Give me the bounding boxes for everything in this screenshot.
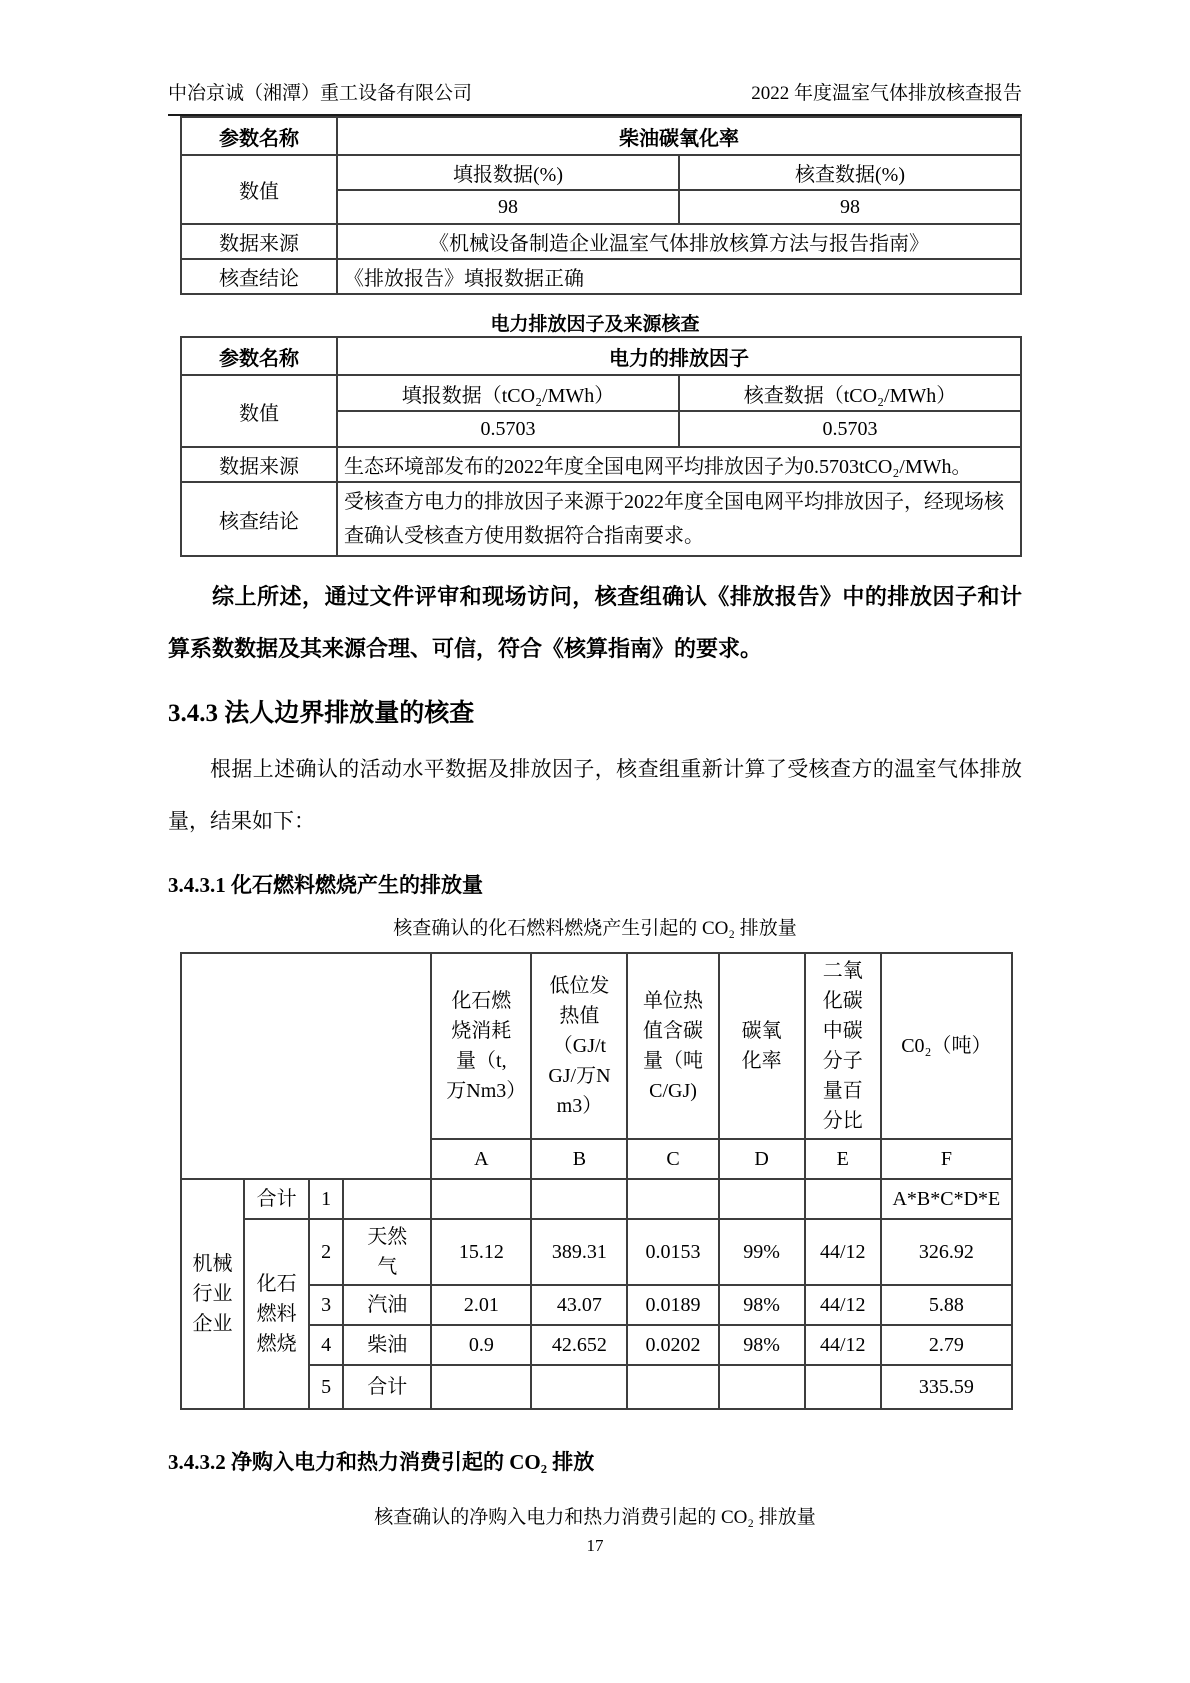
table-row	[181, 482, 1021, 556]
reported-data-value: 0.5703	[337, 411, 679, 447]
conclusion-label: 核查结论	[181, 482, 337, 556]
col-header-carbon-content: 单位热值含碳量（吨C/GJ)	[627, 953, 718, 1139]
table-row	[181, 155, 1021, 190]
cell-e: 44/12	[805, 1325, 881, 1365]
cell-d	[719, 1179, 805, 1219]
value-label: 数值	[181, 375, 337, 447]
row-number: 3	[309, 1285, 343, 1325]
cell-e	[805, 1179, 881, 1219]
cell-f: 2.79	[881, 1325, 1012, 1365]
table-row	[181, 117, 1021, 155]
col-header-heating-value: 低位发热值（GJ/t GJ/万Nm3）	[531, 953, 627, 1139]
value-label: 数值	[181, 155, 337, 224]
header-company-name: 中冶京诚（湘潭）重工设备有限公司	[168, 83, 473, 104]
param-name-label: 参数名称	[181, 337, 337, 375]
param-name-value: 电力的排放因子	[337, 337, 1021, 375]
reported-data-value: 98	[337, 190, 679, 224]
section-3431-title: 3.4.3.1 化石燃料燃烧产生的排放量	[168, 873, 483, 897]
cell-d: 98%	[719, 1285, 805, 1325]
conclusion-value: 《排放报告》填报数据正确	[337, 259, 1021, 294]
cell-a: 15.12	[431, 1219, 531, 1285]
col-letter-b: B	[531, 1139, 627, 1179]
col-header-consumption: 化石燃烧消耗量（t,万Nm3）	[431, 953, 531, 1139]
power-emission-factor-table	[180, 336, 1022, 557]
cell-c	[627, 1179, 718, 1219]
col-header-oxidation-rate: 碳氧化率	[719, 953, 805, 1139]
total-label-cell: 合计	[244, 1179, 309, 1219]
cell-b: 42.652	[531, 1325, 627, 1365]
cell-d: 98%	[719, 1325, 805, 1365]
page-number: 17	[586, 1536, 604, 1555]
conclusion-label: 核查结论	[181, 259, 337, 294]
col-header-co2: C0₂（吨）	[881, 953, 1012, 1139]
verified-data-value: 98	[679, 190, 1021, 224]
table-row	[181, 447, 1021, 482]
page-header	[168, 78, 1022, 116]
row-number: 1	[309, 1179, 343, 1219]
col-letter-c: C	[627, 1139, 718, 1179]
row-number: 2	[309, 1219, 343, 1285]
cell-b: 389.31	[531, 1219, 627, 1285]
table-row	[181, 224, 1021, 259]
cell-c: 0.0153	[627, 1219, 718, 1285]
cell-a	[431, 1365, 531, 1409]
fossil-fuel-emissions-table	[180, 952, 1013, 1410]
corner-empty-cell	[181, 953, 431, 1179]
verified-data-header: 核查数据（tCO₂/MWh）	[679, 375, 1021, 411]
col-letter-f: F	[881, 1139, 1012, 1179]
row-number: 4	[309, 1325, 343, 1365]
diesel-oxidation-rate-table	[180, 116, 1022, 295]
power-table-caption: 电力排放因子及来源核查	[490, 314, 700, 335]
data-source-value: 《机械设备制造企业温室气体排放核算方法与报告指南》	[337, 224, 1021, 259]
section-343-title: 3.4.3 法人边界排放量的核查	[168, 700, 475, 727]
cell-a	[431, 1179, 531, 1219]
table-row	[181, 1219, 1012, 1285]
cell-e	[805, 1365, 881, 1409]
section-3432-title: 3.4.3.2 净购入电力和热力消费引起的 CO₂ 排放	[168, 1450, 595, 1474]
row-number: 5	[309, 1365, 343, 1409]
industry-group-cell: 机械行业企业	[181, 1179, 244, 1409]
cell-b: 43.07	[531, 1285, 627, 1325]
electricity-table-caption: 核查确认的净购入电力和热力消费引起的 CO₂ 排放量	[374, 1507, 816, 1528]
header-report-title: 2022 年度温室气体排放核查报告	[751, 83, 1022, 104]
cell-c	[627, 1365, 718, 1409]
fuel-name	[343, 1179, 431, 1219]
table-row	[181, 337, 1021, 375]
fuel-name: 柴油	[343, 1325, 431, 1365]
table-row	[181, 1179, 1012, 1219]
col-header-molecular-ratio: 二氧化碳中碳分子量百分比	[805, 953, 881, 1139]
cell-f-total: 335.59	[881, 1365, 1012, 1409]
cell-b	[531, 1179, 627, 1219]
cell-d: 99%	[719, 1219, 805, 1285]
fuel-name: 天然气	[343, 1219, 431, 1285]
cell-b	[531, 1365, 627, 1409]
cell-c: 0.0189	[627, 1285, 718, 1325]
verified-data-value: 0.5703	[679, 411, 1021, 447]
table-row	[181, 259, 1021, 294]
data-source-label: 数据来源	[181, 447, 337, 482]
cell-f: 5.88	[881, 1285, 1012, 1325]
section-343-paragraph: 根据上述确认的活动水平数据及排放因子，核查组重新计算了受核查方的温室气体排放量，结果如下：	[168, 757, 1022, 833]
fossil-fuel-group-cell: 化石燃料燃烧	[244, 1219, 309, 1409]
cell-e: 44/12	[805, 1219, 881, 1285]
cell-d	[719, 1365, 805, 1409]
table-row	[181, 375, 1021, 411]
summary-paragraph: 综上所述，通过文件评审和现场访问，核查组确认《排放报告》中的排放因子和计算系数数据及其来源合理、可信，符合《核算指南》的要求。	[168, 584, 1022, 661]
col-letter-a: A	[431, 1139, 531, 1179]
verified-data-header: 核查数据(%)	[679, 155, 1021, 190]
data-source-value: 生态环境部发布的2022年度全国电网平均排放因子为0.5703tCO₂/MWh。	[337, 447, 1021, 482]
table-header-row	[181, 953, 1012, 1139]
col-letter-d: D	[719, 1139, 805, 1179]
total-row-label: 合计	[343, 1365, 431, 1409]
cell-c: 0.0202	[627, 1325, 718, 1365]
cell-e: 44/12	[805, 1285, 881, 1325]
reported-data-header: 填报数据(%)	[337, 155, 679, 190]
reported-data-header: 填报数据（tCO₂/MWh）	[337, 375, 679, 411]
cell-f-formula: A*B*C*D*E	[881, 1179, 1012, 1219]
col-letter-e: E	[805, 1139, 881, 1179]
fossil-table-caption: 核查确认的化石燃料燃烧产生引起的 CO₂ 排放量	[393, 918, 797, 939]
param-name-label: 参数名称	[181, 117, 337, 155]
param-name-value: 柴油碳氧化率	[337, 117, 1021, 155]
cell-f: 326.92	[881, 1219, 1012, 1285]
conclusion-value: 受核查方电力的排放因子来源于2022年度全国电网平均排放因子，经现场核查确认受核查方使用数据符合指南要求。	[337, 482, 1021, 556]
cell-a: 2.01	[431, 1285, 531, 1325]
fuel-name: 汽油	[343, 1285, 431, 1325]
cell-a: 0.9	[431, 1325, 531, 1365]
data-source-label: 数据来源	[181, 224, 337, 259]
